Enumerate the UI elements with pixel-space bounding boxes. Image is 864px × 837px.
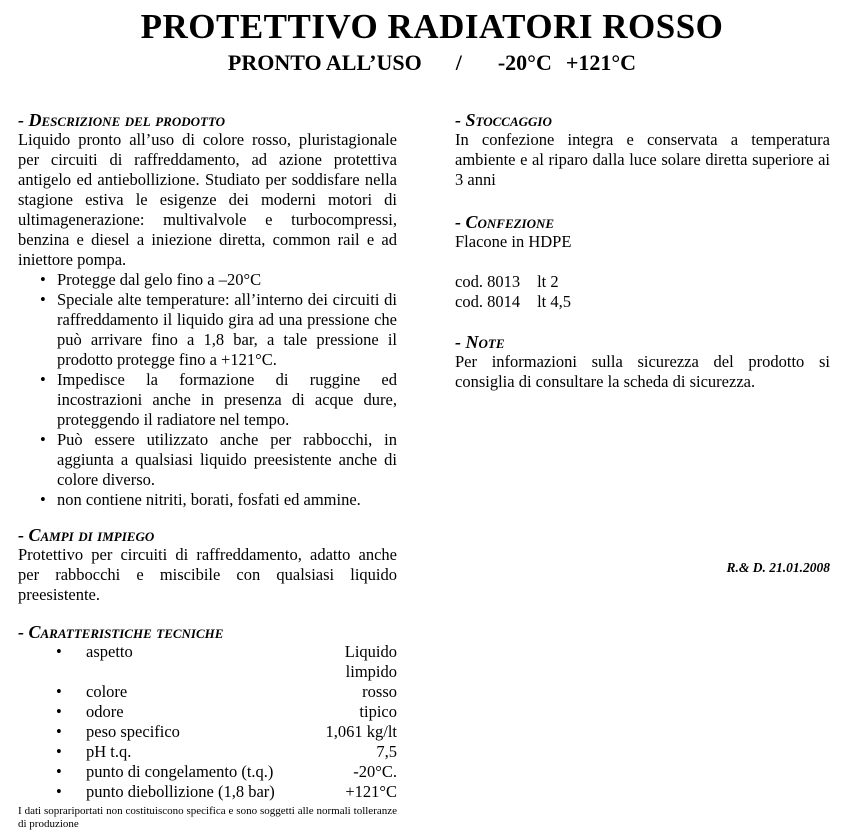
- spec-label: • punto di congelamento (t.q.): [86, 762, 274, 781]
- spec-label: • pH t.q.: [86, 742, 132, 761]
- revision-stamp: R.& D. 21.01.2008: [726, 560, 830, 575]
- product-size: lt 4,5: [537, 292, 571, 311]
- descrizione-bullet: • non contiene nitriti, borati, fosfati ed ammine.: [18, 490, 397, 510]
- spec-value: 7,5: [376, 742, 397, 761]
- campi-body: Protettivo per circuiti di raffreddamento, adatto anche per rabbocchi e miscibile con qualsiasi liquido preesistente.: [18, 545, 397, 604]
- two-column-layout: [0, 110, 864, 831]
- spec-label: • aspetto: [86, 642, 133, 661]
- descrizione-bullet: • Protegge dal gelo fino a –20°C: [18, 270, 397, 290]
- product-code: cod. 8014: [455, 292, 521, 311]
- product-code-line: [455, 292, 830, 312]
- section-heading-stoccaggio: - Stoccaggio: [455, 110, 552, 130]
- spec-row: [18, 762, 397, 782]
- descrizione-bullet-list: [18, 270, 397, 510]
- descrizione-bullet: • Speciale alte temperature: all’interno dei circuiti di raffreddamento il liquido gira ad una pressione che può arrivare fino a 1,8 bar, a tale pressione il prodotto protegge fino a +121°C.: [18, 290, 397, 370]
- spec-row: [18, 782, 397, 802]
- product-code: cod. 8013: [455, 272, 521, 291]
- subtitle-temp-max: +121°C: [565, 50, 637, 75]
- descrizione-bullet: • Può essere utilizzato anche per rabbocchi, in aggiunta a qualsiasi liquido preesistente anche di colore diverso.: [18, 430, 397, 490]
- subtitle-temp-min: -20°C: [497, 50, 552, 75]
- subtitle-usage: PRONTO ALL’USO: [227, 50, 422, 75]
- subtitle-separator: /: [455, 50, 462, 75]
- spec-label: • punto diebollizione (1,8 bar): [86, 782, 275, 801]
- product-code-list: [455, 272, 830, 312]
- left-column: [18, 110, 397, 831]
- document-subtitle: [0, 50, 864, 76]
- spec-row: [18, 722, 397, 742]
- section-confezione: [455, 212, 830, 312]
- spec-value: +121°C: [345, 782, 397, 801]
- spec-label: • colore: [86, 682, 128, 701]
- section-campi-di-impiego: [18, 525, 397, 605]
- section-note: [455, 332, 830, 392]
- descrizione-body: Liquido pronto all’uso di colore rosso, pluristagionale per circuiti di raffreddamento, ad azione protettiva antigelo ed antiebollizione. Studiato per soddisfare nella stagione estiva le esigenze dei moderni motori di ultimagenerazione: multivalvole e turbocompressi, benzina e diesel a iniezione diretta, common rail e ad iniettore pompa.: [18, 130, 397, 269]
- product-code-line: [455, 272, 830, 292]
- spec-row: [18, 742, 397, 762]
- right-column: [455, 110, 830, 576]
- section-heading-caratteristiche: - Caratteristiche tecniche: [18, 622, 224, 642]
- descrizione-bullet: • Impedisce la formazione di ruggine ed incostrazioni anche in presenza di acque dure, proteggendo il radiatore nel tempo.: [18, 370, 397, 430]
- stoccaggio-body: In confezione integra e conservata a temperatura ambiente e al riparo dalla luce solare diretta superiore ai 3 anni: [455, 130, 830, 189]
- section-heading-campi: - Campi di impiego: [18, 525, 155, 545]
- section-heading-confezione: - Confezione: [455, 212, 555, 232]
- spec-label: • peso specifico: [86, 722, 180, 741]
- spec-row: [18, 682, 397, 702]
- spec-row: [18, 642, 397, 682]
- section-heading-note: - Note: [455, 332, 505, 352]
- spec-value: Liquido limpido: [344, 642, 397, 681]
- note-body: Per informazioni sulla sicurezza del prodotto si consiglia di consultare la scheda di sicurezza.: [455, 352, 830, 391]
- spec-value: rosso: [362, 682, 397, 701]
- spec-label: • odore: [86, 702, 124, 721]
- spec-row: [18, 702, 397, 722]
- product-size: lt 2: [537, 272, 559, 291]
- section-descrizione: [18, 110, 397, 510]
- confezione-body: Flacone in HDPE: [455, 232, 572, 251]
- section-stoccaggio: [455, 110, 830, 190]
- document-title: PROTETTIVO RADIATORI ROSSO: [140, 7, 724, 46]
- spec-value: 1,061 kg/lt: [325, 722, 397, 741]
- section-caratteristiche: [18, 622, 397, 831]
- disclaimer-note: I dati soprariportati non costituiscono specifica e sono soggetti alle normali tolleranze di produzione: [18, 805, 397, 830]
- section-heading-descrizione: - Descrizione del prodotto: [18, 110, 226, 130]
- spec-value: -20°C.: [353, 762, 397, 781]
- spec-value: tipico: [359, 702, 397, 721]
